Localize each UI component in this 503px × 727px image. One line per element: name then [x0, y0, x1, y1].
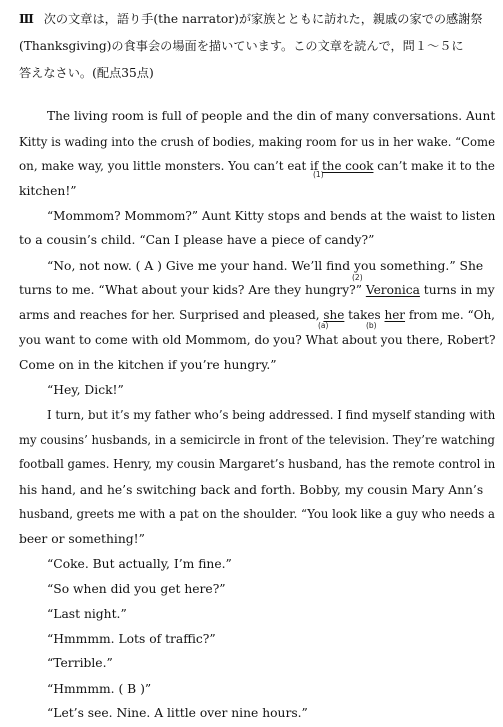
passage-line: “Hmmmm. Lots of traffic?” — [47, 631, 216, 646]
marker-2: (2) — [352, 272, 363, 282]
marker-1: (1) — [313, 170, 324, 180]
marker-b: (b) — [366, 320, 377, 330]
passage-line: to a cousin’s child. “Can I please have a piece of candy?” — [19, 233, 375, 248]
passage-line: “Last night.” — [47, 607, 127, 622]
passage-text: turns to me. “What about your kids? Are they hungry?” — [19, 283, 366, 298]
passage-line: his hand, and he’s switching back and forth. Bobby, my cousin Mary Ann’s — [19, 482, 484, 497]
passage-line — [19, 282, 495, 298]
passage-line: “No, not now. ( A ) Give me your hand. We’ll find you something.” She — [47, 258, 484, 273]
passage-line: “Mommom? Mommom?” Aunt Kitty stops and bends at the waist to listen — [47, 208, 496, 223]
passage-line: kitchen!” — [19, 184, 77, 199]
passage-line: football games. Henry, my cousin Margaret’s husband, has the remote control in — [19, 457, 496, 472]
passage-line: “Terrible.” — [47, 656, 113, 671]
passage-text: arms and reaches for her. Surprised and pleased, — [19, 307, 324, 322]
passage-line: beer or something!” — [19, 531, 145, 546]
instruction-text-2: (Thanksgiving)の食事会の場面を描いています。この文章を読んで，問１～５に — [19, 39, 464, 53]
passage-line: you want to come with old Mommom, do you? What about you there, Robert? — [19, 333, 496, 348]
section-number: Ⅲ — [19, 12, 34, 26]
passage-line: The living room is full of people and the din of many conversations. Aunt — [47, 109, 496, 124]
instruction-text-3: 答えなさい。(配点35点) — [19, 66, 154, 80]
passage-line — [19, 307, 495, 323]
passage-line: “So when did you get here?” — [47, 581, 226, 596]
passage-line: Kitty is wading into the crush of bodies, making room for us in her wake. “Come — [19, 134, 495, 149]
passage-line — [19, 158, 495, 174]
passage-line: “Coke. But actually, I’m fine.” — [47, 557, 232, 572]
underlined-phrase-1: the cook — [322, 159, 374, 174]
passage-line: “Hey, Dick!” — [47, 383, 124, 398]
passage-line: “Hmmmm. ( B )” — [47, 681, 152, 696]
instruction-line-3 — [19, 65, 154, 81]
passage-line: Come on in the kitchen if you’re hungry.” — [19, 357, 277, 372]
passage-line: husband, greets me with a pat on the shoulder. “You look like a guy who needs a — [19, 507, 495, 522]
underlined-word-a: she — [323, 307, 345, 322]
passage-text: takes — [344, 307, 385, 322]
passage-line: my cousins’ husbands, in a semicircle in front of the television. They’re watching — [19, 433, 495, 447]
instruction-line-2 — [19, 38, 464, 54]
passage-text: turns in my — [419, 283, 495, 298]
passage-text: can’t make it to the — [373, 159, 495, 174]
instruction-text-1: 次の文章は，語り手(the narrator)が家族とともに訪れた，親戚の家での感謝祭 — [43, 12, 483, 26]
underlined-phrase-2: Veronica — [365, 283, 420, 298]
marker-a: (a) — [318, 320, 329, 330]
passage-line: “Let’s see. Nine. A little over nine hours.” — [47, 706, 308, 720]
passage-line: I turn, but it’s my father who’s being addressed. I find myself standing with — [47, 407, 496, 422]
passage-text: from me. “Oh, — [405, 307, 495, 322]
instruction-line-1 — [19, 11, 483, 27]
underlined-word-b: her — [384, 307, 406, 322]
passage-text: on, make way, you little monsters. You can’t eat if — [19, 159, 323, 174]
